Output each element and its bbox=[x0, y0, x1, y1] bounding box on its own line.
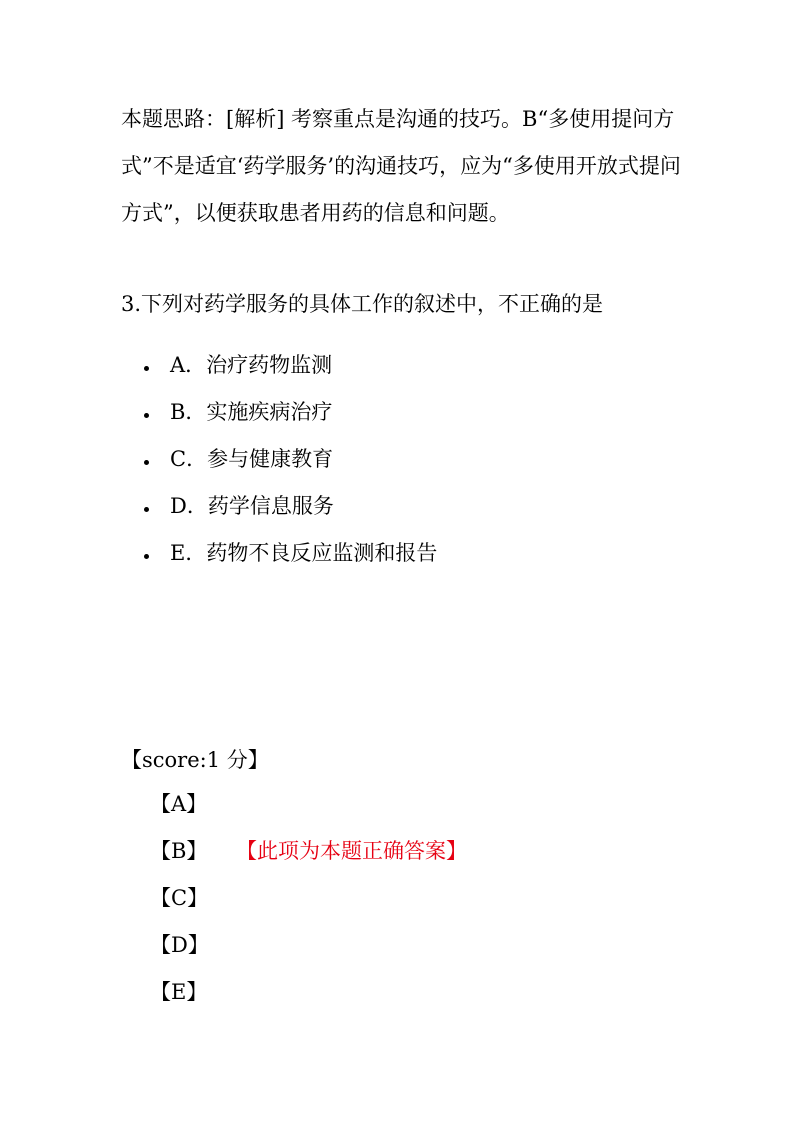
answer-item bbox=[150, 878, 467, 925]
answer-list bbox=[150, 784, 467, 1019]
option-item bbox=[144, 389, 437, 436]
correct-answer-marker: 【此项为本题正确答案】 bbox=[236, 839, 467, 863]
answer-item bbox=[150, 831, 467, 878]
answer-letter: 【B】 bbox=[150, 839, 208, 863]
bullet-icon bbox=[144, 507, 149, 512]
answer-letter: 【C】 bbox=[150, 886, 209, 910]
option-text: A．治疗药物监测 bbox=[170, 353, 333, 377]
answer-item bbox=[150, 784, 467, 831]
option-list bbox=[144, 342, 437, 577]
answer-letter: 【E】 bbox=[150, 980, 208, 1004]
bullet-icon bbox=[144, 460, 149, 465]
answer-letter: 【D】 bbox=[150, 933, 209, 957]
option-text: D．药学信息服务 bbox=[170, 494, 334, 518]
score-label: 【score:1 分】 bbox=[121, 748, 269, 772]
answer-item bbox=[150, 925, 467, 972]
answer-item bbox=[150, 972, 467, 1019]
option-text: B．实施疾病治疗 bbox=[170, 400, 333, 424]
bullet-icon bbox=[144, 366, 149, 371]
option-item bbox=[144, 483, 437, 530]
bullet-icon bbox=[144, 413, 149, 418]
explanation-paragraph: 本题思路：[解析] 考察重点是沟通的技巧。B“多使用提问方式”不是适宜‘药学服务’的沟通技巧，应为“多使用开放式提问方式”，以便获取患者用药的信息和问题。 bbox=[121, 107, 681, 225]
question-stem: 3.下列对药学服务的具体工作的叙述中，不正确的是 bbox=[121, 292, 604, 316]
option-text: C．参与健康教育 bbox=[170, 447, 334, 471]
option-item bbox=[144, 436, 437, 483]
option-text: E．药物不良反应监测和报告 bbox=[170, 541, 438, 565]
option-item bbox=[144, 342, 437, 389]
option-item bbox=[144, 530, 437, 577]
answer-letter: 【A】 bbox=[150, 792, 208, 816]
bullet-icon bbox=[144, 554, 149, 559]
